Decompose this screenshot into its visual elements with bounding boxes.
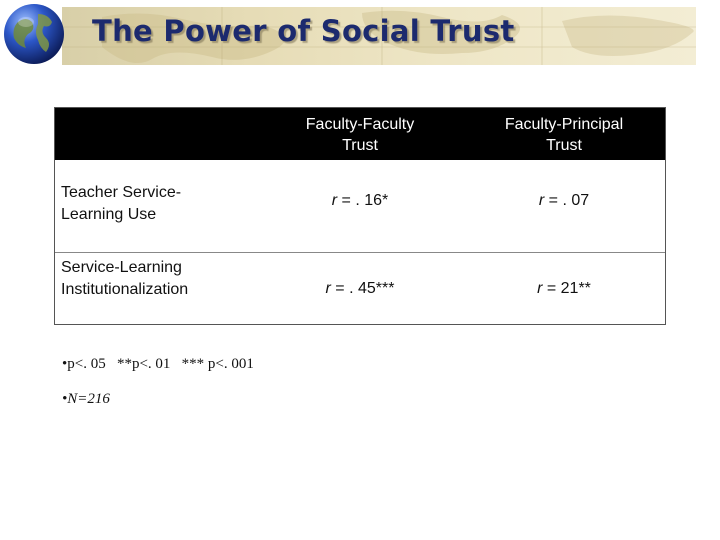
cell-value: = . 16*: [337, 192, 389, 209]
row-label-service-learning-institutionalization: Service-Learning Institutionalization: [61, 259, 189, 298]
column-header-faculty-faculty-trust: Faculty-Faculty Trust: [305, 116, 415, 154]
r-symbol: r: [325, 280, 331, 297]
cell-ff-institutionalization: [265, 280, 455, 298]
table-row: [55, 253, 665, 324]
column-header-faculty-principal-trust: Faculty-Principal Trust: [504, 116, 624, 154]
page-title: The Power of Social Trust: [92, 14, 515, 48]
table-header: [55, 108, 665, 160]
cell-ff-teacher-use: [265, 192, 455, 210]
r-symbol: r: [537, 280, 543, 297]
row-label-teacher-service-learning-use: Teacher Service- Learning Use: [61, 184, 182, 223]
table-row: [55, 160, 665, 253]
sample-size-note: •N=216: [62, 391, 110, 407]
cell-fp-institutionalization: [469, 280, 659, 298]
cell-value: = . 07: [544, 192, 590, 209]
cell-value: = . 45***: [330, 280, 395, 297]
r-symbol: r: [331, 192, 338, 209]
r-symbol: r: [538, 192, 545, 209]
cell-fp-teacher-use: [469, 192, 659, 210]
correlation-table: [54, 107, 666, 325]
globe-icon: [2, 2, 66, 66]
significance-note: •p<. 05 **p<. 01 *** p<. 001: [62, 356, 254, 372]
cell-value: = 21**: [542, 280, 591, 297]
